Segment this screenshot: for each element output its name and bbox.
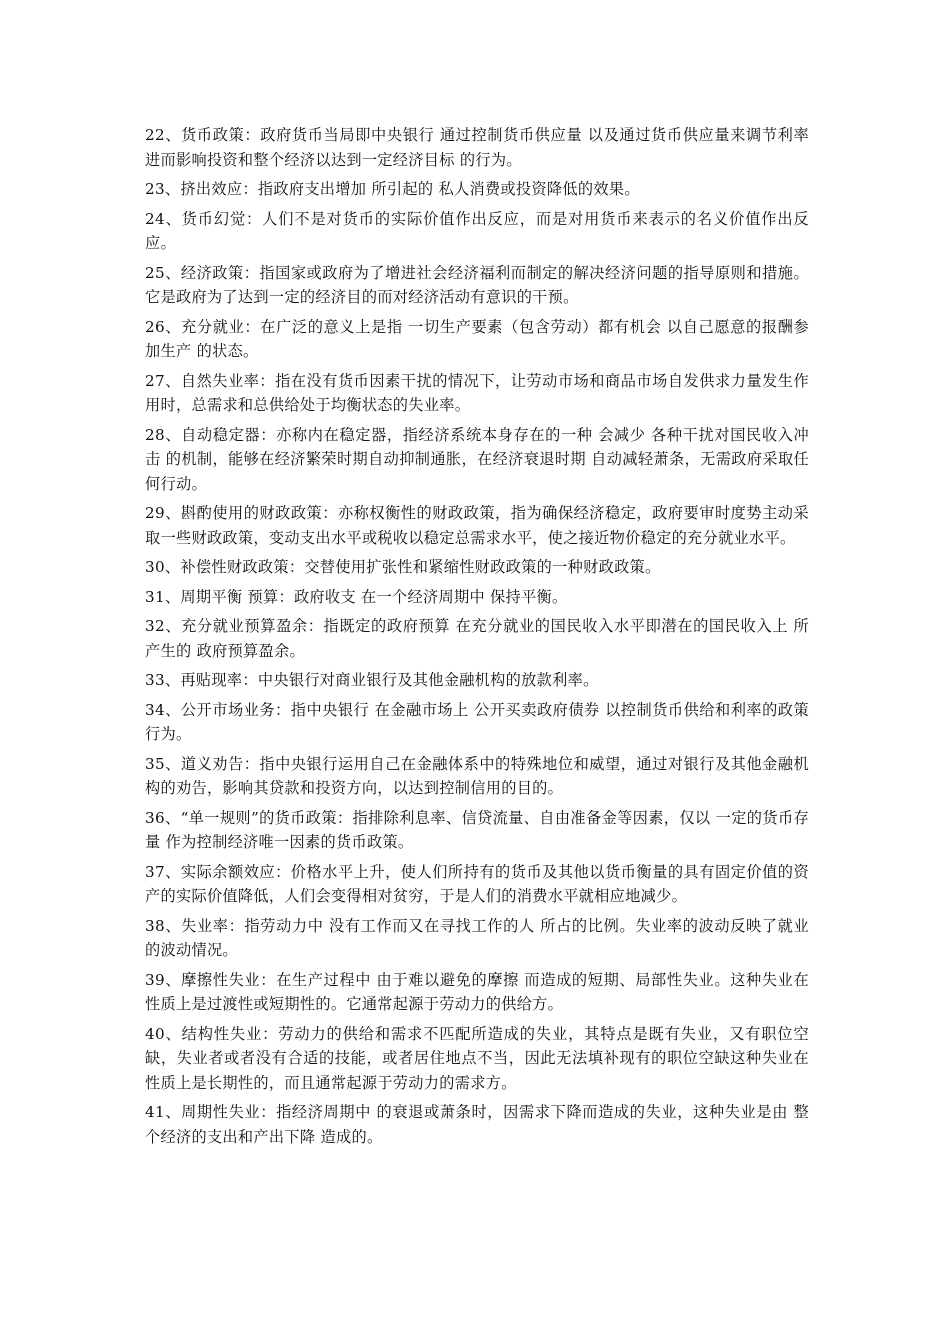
term-definition-25: 25、经济政策：指国家或政府为了增进社会经济福利而制定的解决经济问题的指导原则和措施。它是政府为了达到一定的经济目的而对经济活动有意识的干预。 bbox=[145, 263, 809, 306]
term-definition-32: 32、充分就业预算盈余：指既定的政府预算 在充分就业的国民收入水平即潜在的国民收入上 所产生的 政府预算盈余。 bbox=[145, 617, 809, 660]
term-definition-30: 30、补偿性财政政策：交替使用扩张性和紧缩性财政政策的一种财政政策。 bbox=[145, 558, 661, 576]
term-definition-24: 24、货币幻觉：人们不是对货币的实际价值作出反应，而是对用货币来表示的名义价值作出反应。 bbox=[145, 209, 809, 252]
document-page bbox=[145, 123, 809, 1154]
term-definition-23: 23、挤出效应：指政府支出增加 所引起的 私人消费或投资降低的效果。 bbox=[145, 180, 640, 198]
term-definition-26: 26、充分就业：在广泛的意义上是指 一切生产要素（包含劳动）都有机会 以自己愿意的报酬参加生产 的状态。 bbox=[145, 317, 809, 360]
term-definition-37: 37、实际余额效应：价格水平上升，使人们所持有的货币及其他以货币衡量的具有固定价值的资产的实际价值降低，人们会变得相对贫穷，于是人们的消费水平就相应地减少。 bbox=[145, 862, 809, 905]
term-definition-34: 34、公开市场业务：指中央银行 在金融市场上 公开买卖政府债券 以控制货币供给和利率的政策行为。 bbox=[145, 700, 809, 743]
term-definition-35: 35、道义劝告：指中央银行运用自己在金融体系中的特殊地位和威望，通过对银行及其他金融机构的劝告，影响其贷款和投资方向，以达到控制信用的目的。 bbox=[145, 754, 809, 797]
term-definition-41: 41、周期性失业：指经济周期中 的衰退或萧条时，因需求下降而造成的失业，这种失业是由 整个经济的支出和产出下降 造成的。 bbox=[145, 1103, 809, 1146]
term-definition-22: 22、货币政策：政府货币当局即中央银行 通过控制货币供应量 以及通过货币供应量来调节利率 进而影响投资和整个经济以达到一定经济目标 的行为。 bbox=[145, 126, 809, 169]
term-definition-28: 28、自动稳定器：亦称内在稳定器，指经济系统本身存在的一种 会减少 各种干扰对国民收入冲击 的机制，能够在经济繁荣时期自动抑制通胀，在经济衰退时期 自动减轻萧条，无需政府采取任何行动。 bbox=[145, 425, 809, 493]
term-definition-38: 38、失业率：指劳动力中 没有工作而又在寻找工作的人 所占的比例。失业率的波动反映了就业的波动情况。 bbox=[145, 916, 809, 959]
term-definition-36: 36、“单一规则”的货币政策：指排除利息率、信贷流量、自由准备金等因素，仅以 一定的货币存量 作为控制经济唯一因素的货币政策。 bbox=[145, 808, 809, 851]
term-definition-31: 31、周期平衡 预算：政府收支 在一个经济周期中 保持平衡。 bbox=[145, 587, 568, 606]
term-definition-39: 39、摩擦性失业：在生产过程中 由于难以避免的摩擦 而造成的短期、局部性失业。这种失业在性质上是过渡性或短期性的。它通常起源于劳动力的供给方。 bbox=[145, 970, 809, 1013]
term-definition-33: 33、再贴现率：中央银行对商业银行及其他金融机构的放款利率。 bbox=[145, 671, 599, 689]
term-definition-40: 40、结构性失业：劳动力的供给和需求不匹配所造成的失业，其特点是既有失业，又有职位空缺，失业者或者没有合适的技能，或者居住地点不当，因此无法填补现有的职位空缺这种失业在性质上是长期性的，而且通常起源于劳动力的需求方。 bbox=[145, 1024, 809, 1092]
term-definition-27: 27、自然失业率：指在没有货币因素干扰的情况下，让劳动市场和商品市场自发供求力量发生作用时，总需求和总供给处于均衡状态的失业率。 bbox=[145, 371, 809, 414]
term-definition-29: 29、斟酌使用的财政政策：亦称权衡性的财政政策，指为确保经济稳定，政府要审时度势主动采取一些财政政策，变动支出水平或税收以稳定总需求水平，使之接近物价稳定的充分就业水平。 bbox=[145, 504, 809, 547]
